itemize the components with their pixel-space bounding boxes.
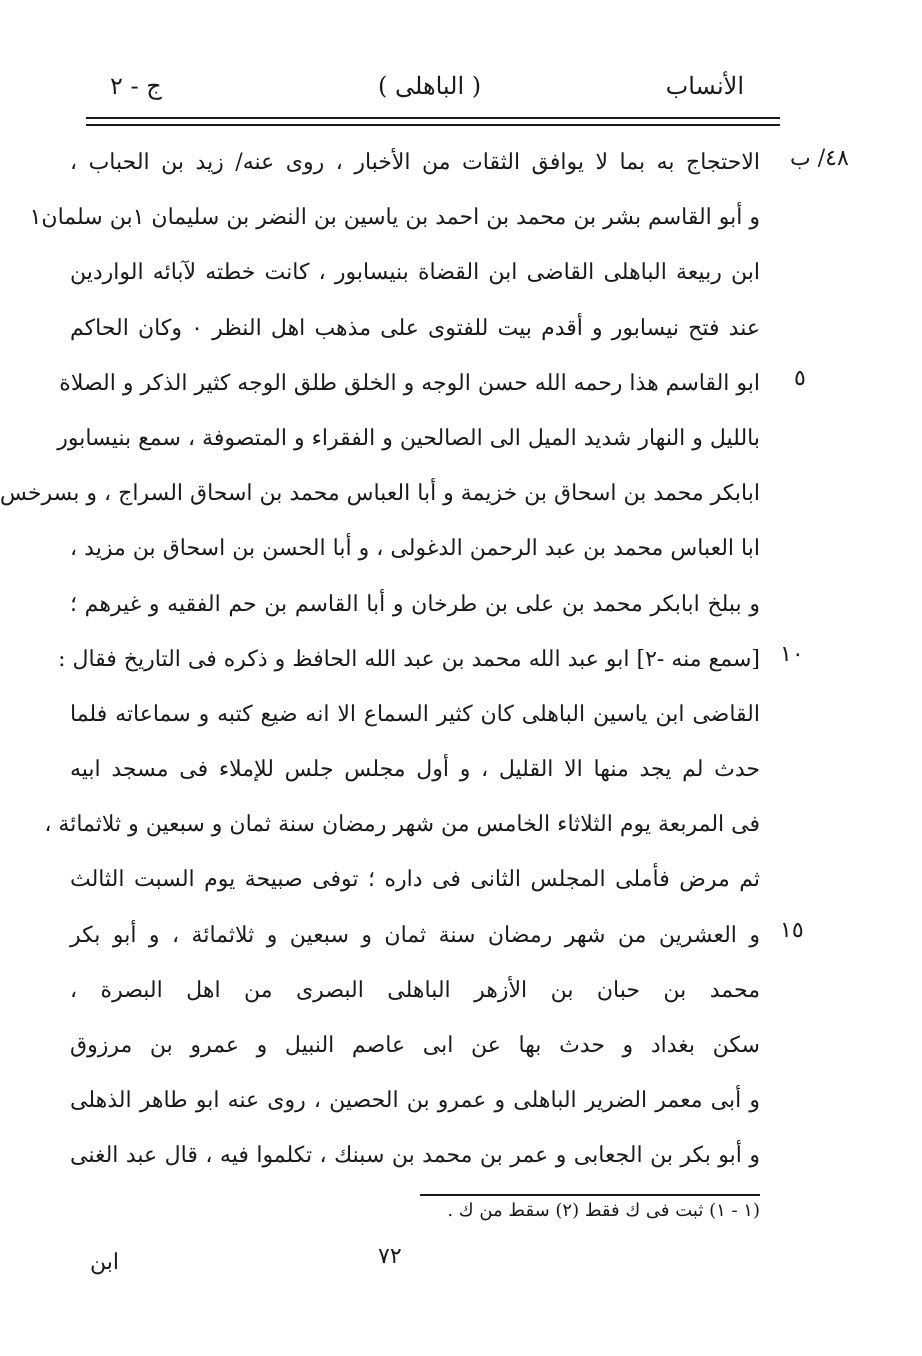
text-line: محمد بن حبان بن الأزهر الباهلى البصرى من اهل البصرة ، — [70, 977, 760, 1003]
header-rule-thick — [86, 117, 780, 119]
line-number-10: ١٠ — [780, 642, 804, 667]
text-line: و العشرين من شهر رمضان سنة ثمان و سبعين و ثلاثمائة ، و أبو بكر — [70, 922, 760, 948]
running-header — [0, 68, 922, 108]
entry-name: ( الباهلى ) — [378, 72, 482, 100]
line-number-5: ٥ — [794, 366, 806, 391]
text-line: بالليل و النهار شديد الميل الى الصالحين و الفقراء و المتصوفة ، سمع بنيسابور — [57, 425, 760, 451]
volume-number: ج - ٢ — [110, 72, 162, 100]
text-line: و أبى معمر الضرير الباهلى و عمرو بن الحصين ، روى عنه ابو طاهر الذهلى — [70, 1088, 760, 1114]
body-text — [0, 135, 760, 1184]
folio-marker: ٤٨/ ب — [790, 146, 849, 171]
text-line: سكن بغداد و حدث بها عن ابى عاصم النبيل و عمرو بن مرزوق — [70, 1033, 760, 1058]
running-title: الأنساب — [665, 72, 744, 100]
text-line: ابو القاسم هذا رحمه الله حسن الوجه و الخلق طلق الوجه كثير الذكر و الصلاة — [59, 370, 760, 396]
footnote-rule — [420, 1194, 760, 1196]
page-number: ٧٢ — [378, 1244, 402, 1269]
line-number-15: ١٥ — [780, 918, 804, 943]
text-line: و أبو بكر بن الجعابى و عمر بن محمد بن سبنك ، تكلموا فيه ، قال عبد الغنى — [70, 1143, 760, 1169]
text-line: و أبو القاسم بشر بن محمد بن احمد بن ياسين بن النضر بن سليمان ١بن سلمان١ — [29, 205, 760, 231]
text-line: فى المربعة يوم الثلاثاء الخامس من شهر رمضان سنة ثمان و سبعين و ثلاثمائة ، — [44, 812, 760, 838]
header-rule-thin — [86, 124, 780, 126]
footnote: (١ - ١) ثبت فى ك فقط (٢) سقط من ك . — [447, 1200, 760, 1221]
text-line: [سمع منه -٢] ابو عبد الله محمد بن عبد الله الحافظ و ذكره فى التاريخ فقال : — [58, 646, 760, 672]
text-line: حدث لم يجد منها الا القليل ، و أول مجلس جلس للإملاء فى مسجد ابيه — [70, 757, 760, 783]
text-line: ابن ربيعة الباهلى القاضى ابن القضاة بنيسابور ، كانت خطته لآبائه الواردين — [70, 260, 760, 286]
text-line: الاحتجاج به بما لا يوافق الثقات من الأخبار ، روى عنه/ زيد بن الحباب ، — [70, 150, 760, 175]
catchword: ابن — [90, 1250, 119, 1275]
text-line: ابابكر محمد بن اسحاق بن خزيمة و أبا العباس محمد بن اسحاق السراج ، و بسرخس — [0, 481, 760, 507]
text-line: ثم مرض فأملى المجلس الثانى فى داره ؛ توفى صبيحة يوم السبت الثالث — [70, 867, 760, 893]
text-line: عند فتح نيسابور و أقدم بيت للفتوى على مذهب اهل النظر ٠ وكان الحاكم — [70, 315, 760, 341]
text-line: و ببلخ ابابكر محمد بن على بن طرخان و أبا القاسم بن حم الفقيه و غيرهم ؛ — [70, 591, 760, 617]
text-line: القاضى ابن ياسين الباهلى كان كثير السماع الا انه ضيع كتبه و سماعاته فلما — [70, 701, 760, 727]
text-line: ابا العباس محمد بن عبد الرحمن الدغولى ، و أبا الحسن بن اسحاق بن مزيد ، — [70, 536, 760, 562]
